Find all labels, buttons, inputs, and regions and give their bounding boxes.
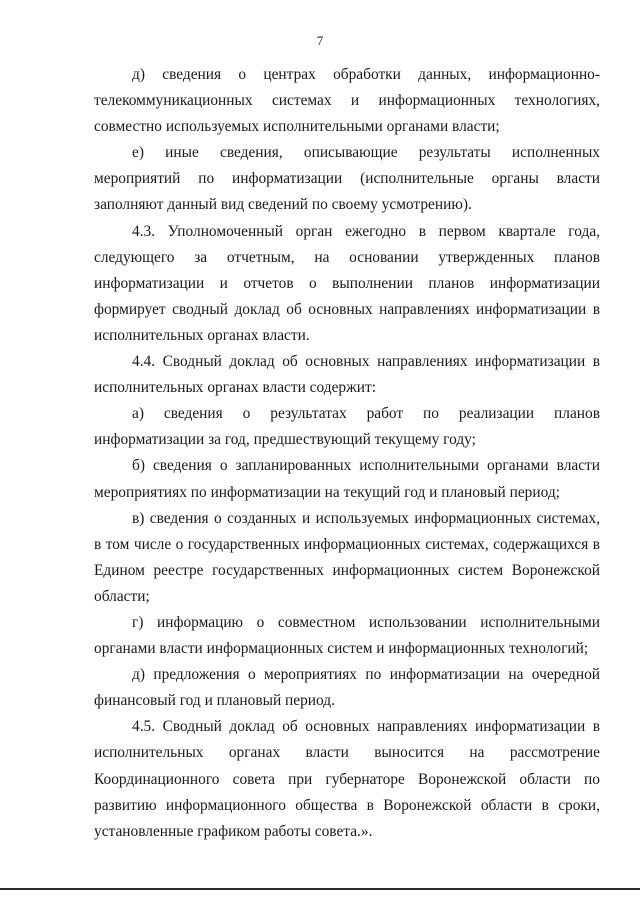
paragraph-item-a-results: а) сведения о результатах работ по реализации планов информатизации за год, предшествующий текущему году; (94, 405, 600, 449)
paragraph-item-g-shared-use: г) информацию о совместном использовании исполнительными органами власти информационных систем и информационных технологий; (94, 613, 600, 658)
paragraph-item-v-systems: в) сведения о созданных и используемых информационных системах, в том числе о государственных информационных системах, содержащихся в Едином реестре государственных информационных систем Воронежской области; (94, 509, 600, 605)
paragraph-item-d-data-centers: д) сведения о центрах обработки данных, информационно-телекоммуникационных системах и информационных технологиях, совместно используемых исполнительными органами власти; (94, 66, 600, 136)
document-body (94, 62, 600, 845)
paragraph-item-d-proposals: д) предложения о мероприятиях по информатизации на очередной финансовый год и плановый период. (94, 666, 600, 710)
paragraph-clause-4-3: 4.3. Уполномоченный орган ежегодно в первом квартале года, следующего за отчетным, на основании утвержденных планов информатизации и отчетов о выполнении планов информатизации формирует сводный доклад об основных направлениях информатизации в исполнительных органах власти. (94, 222, 600, 344)
paragraph-item-e-other-info: е) иные сведения, описывающие результаты исполненных мероприятий по информатизации (исполнительные органы власти заполняют данный вид сведений по своему усмотрению). (94, 144, 600, 214)
bottom-divider (0, 888, 640, 890)
paragraph-item-b-planned: б) сведения о запланированных исполнительными органами власти мероприятиях по информатизации на текущий год и плановый период; (94, 457, 600, 501)
paragraph-clause-4-4: 4.4. Сводный доклад об основных направлениях информатизации в исполнительных органах власти содержит: (94, 353, 600, 397)
page-number: 7 (316, 33, 324, 48)
paragraph-clause-4-5: 4.5. Сводный доклад об основных направлениях информатизации в исполнительных органах власти выносится на рассмотрение Координационного совета при губернаторе Воронежской области по развитию информационного общества в Воронежской области в сроки, установленные графиком работы совета.». (94, 718, 600, 840)
